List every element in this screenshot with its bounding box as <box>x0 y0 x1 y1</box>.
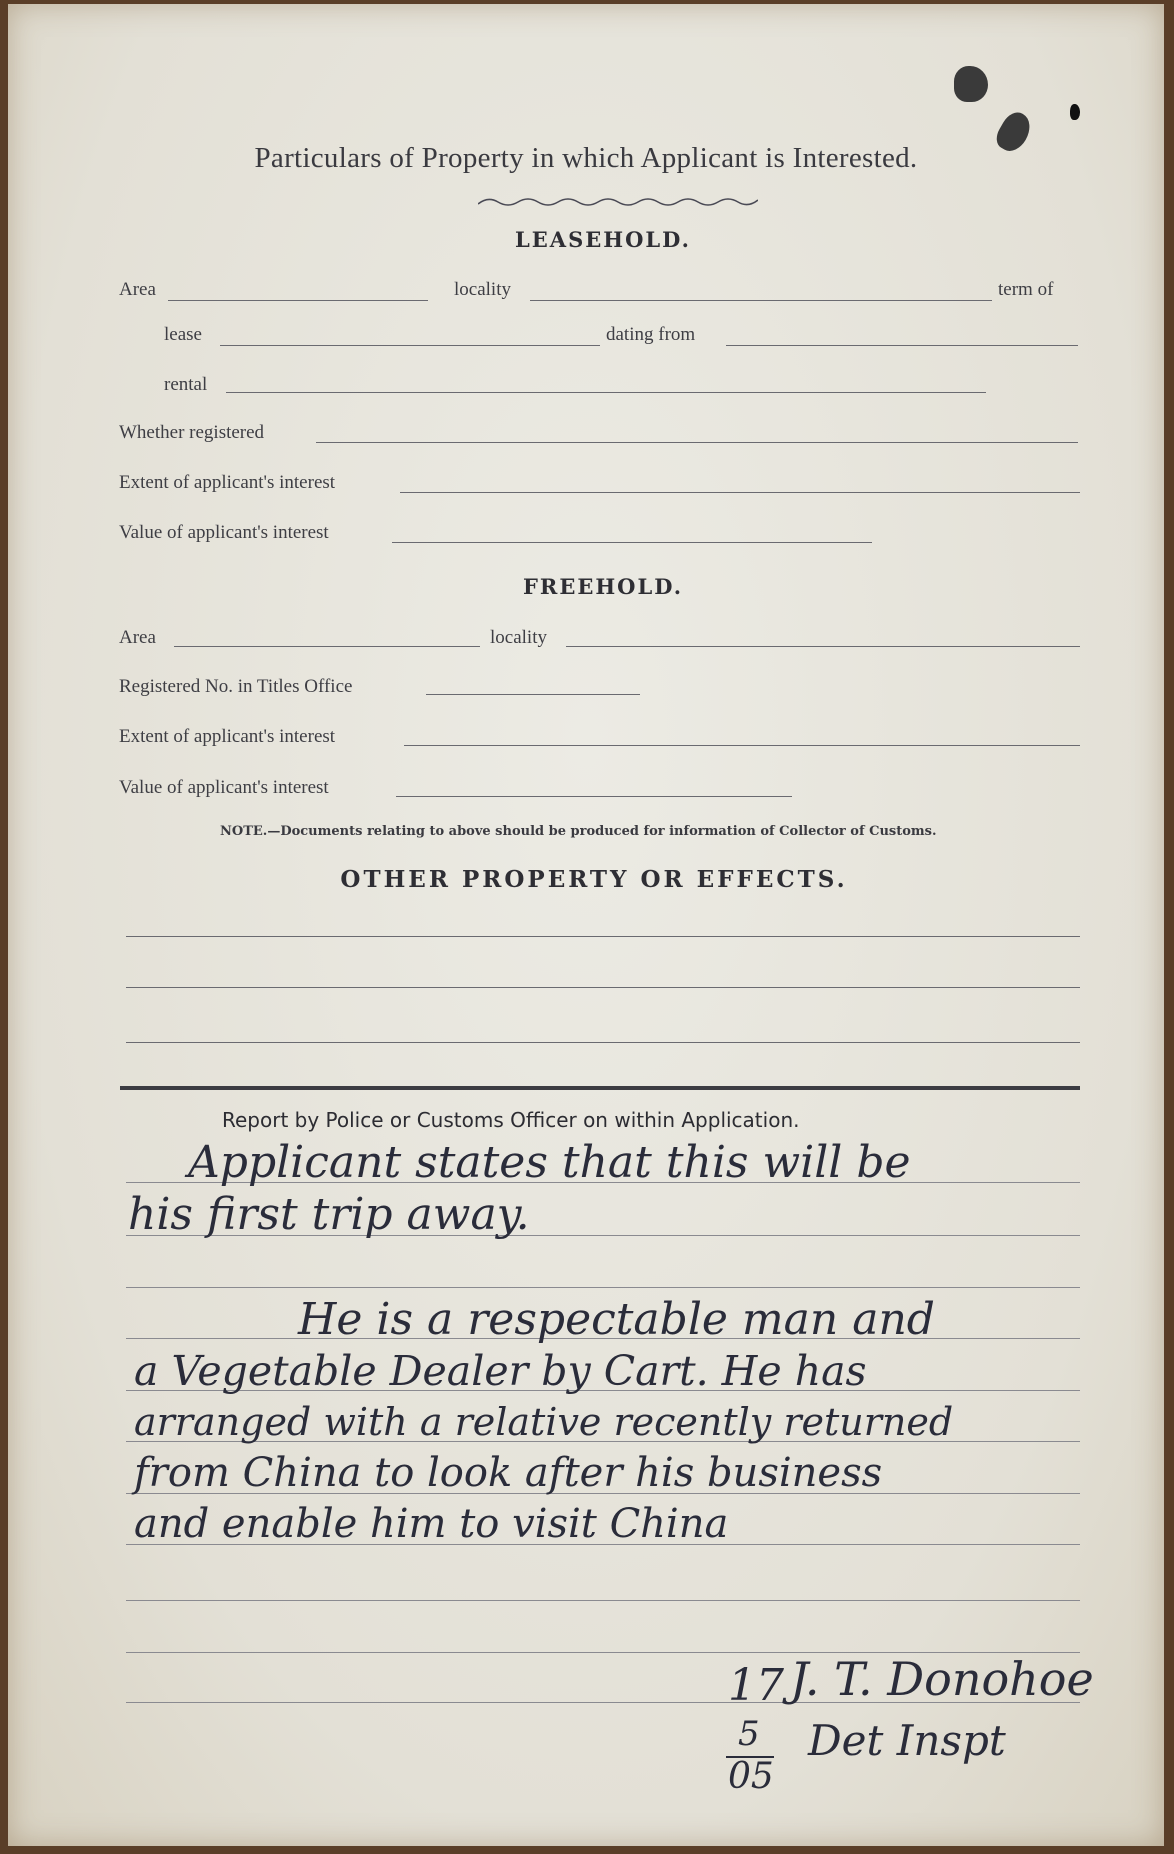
report-handwritten-line: from China to look after his business <box>134 1450 883 1496</box>
page-title: Particulars of Property in which Applicant is Interested. <box>254 142 918 174</box>
leasehold-lease-line <box>220 345 600 346</box>
freehold-extent-label: Extent of applicant's interest <box>119 726 336 747</box>
freehold-extent-line <box>404 745 1080 746</box>
leasehold-value-line <box>392 542 872 543</box>
freehold-registered-line <box>426 694 640 695</box>
leasehold-dating-line <box>726 345 1078 346</box>
leasehold-registered-label: Whether registered <box>119 422 265 443</box>
report-handwritten-line: arranged with a relative recently returned <box>134 1400 954 1444</box>
ink-stain <box>1070 104 1080 120</box>
leasehold-value-label: Value of applicant's interest <box>119 522 329 543</box>
report-line-3 <box>126 1287 1080 1288</box>
other-property-line-1 <box>126 936 1080 937</box>
leasehold-dating-label: dating from <box>606 324 696 345</box>
leasehold-lease-label: lease <box>164 324 202 345</box>
leasehold-locality-label: locality <box>454 279 511 300</box>
section-divider <box>120 1086 1080 1090</box>
leasehold-heading: LEASEHOLD. <box>515 227 691 252</box>
freehold-heading: FREEHOLD. <box>522 574 684 599</box>
leasehold-registered-line <box>316 442 1078 443</box>
leasehold-rental-label: rental <box>164 374 208 395</box>
report-handwritten-line: his first trip away. <box>128 1189 530 1240</box>
report-heading: Report by Police or Customs Officer on within Application. <box>222 1108 800 1132</box>
freehold-locality-line <box>566 646 1080 647</box>
freehold-registered-label: Registered No. in Titles Office <box>119 676 353 697</box>
leasehold-area-line <box>168 300 428 301</box>
freehold-value-label: Value of applicant's interest <box>119 777 329 798</box>
report-line-9 <box>126 1600 1080 1601</box>
leasehold-rental-line <box>226 392 986 393</box>
report-handwritten-line: and enable him to visit China <box>134 1501 729 1547</box>
leasehold-extent-line <box>400 492 1080 493</box>
report-handwritten-line: He is a respectable man and <box>298 1294 935 1345</box>
date-month: 5 <box>738 1714 760 1754</box>
other-property-line-2 <box>126 987 1080 988</box>
other-property-line-3 <box>126 1042 1080 1043</box>
date-day: 17 <box>728 1660 784 1711</box>
other-property-heading: OTHER PROPERTY OR EFFECTS. <box>340 866 848 893</box>
leasehold-term-label: term of <box>998 279 1054 300</box>
customs-note: NOTE.—Documents relating to above should be produced for information of Collector of Customs. <box>220 824 937 839</box>
report-handwritten-line: a Vegetable Dealer by Cart. He has <box>134 1347 867 1395</box>
leasehold-area-label: Area <box>119 279 156 300</box>
signature-title: Det Inspt <box>808 1716 1006 1765</box>
freehold-locality-label: locality <box>490 627 547 648</box>
flourish-divider <box>478 194 758 210</box>
freehold-area-label: Area <box>119 627 156 648</box>
ink-stain <box>954 66 988 102</box>
freehold-value-line <box>396 796 792 797</box>
leasehold-extent-label: Extent of applicant's interest <box>119 472 336 493</box>
form-page <box>8 4 1164 1846</box>
signature-name: J. T. Donohoe <box>790 1652 1094 1706</box>
report-handwritten-line: Applicant states that this will be <box>188 1137 911 1188</box>
leasehold-locality-line <box>530 300 992 301</box>
freehold-area-line <box>174 646 480 647</box>
date-year: 05 <box>728 1756 774 1797</box>
